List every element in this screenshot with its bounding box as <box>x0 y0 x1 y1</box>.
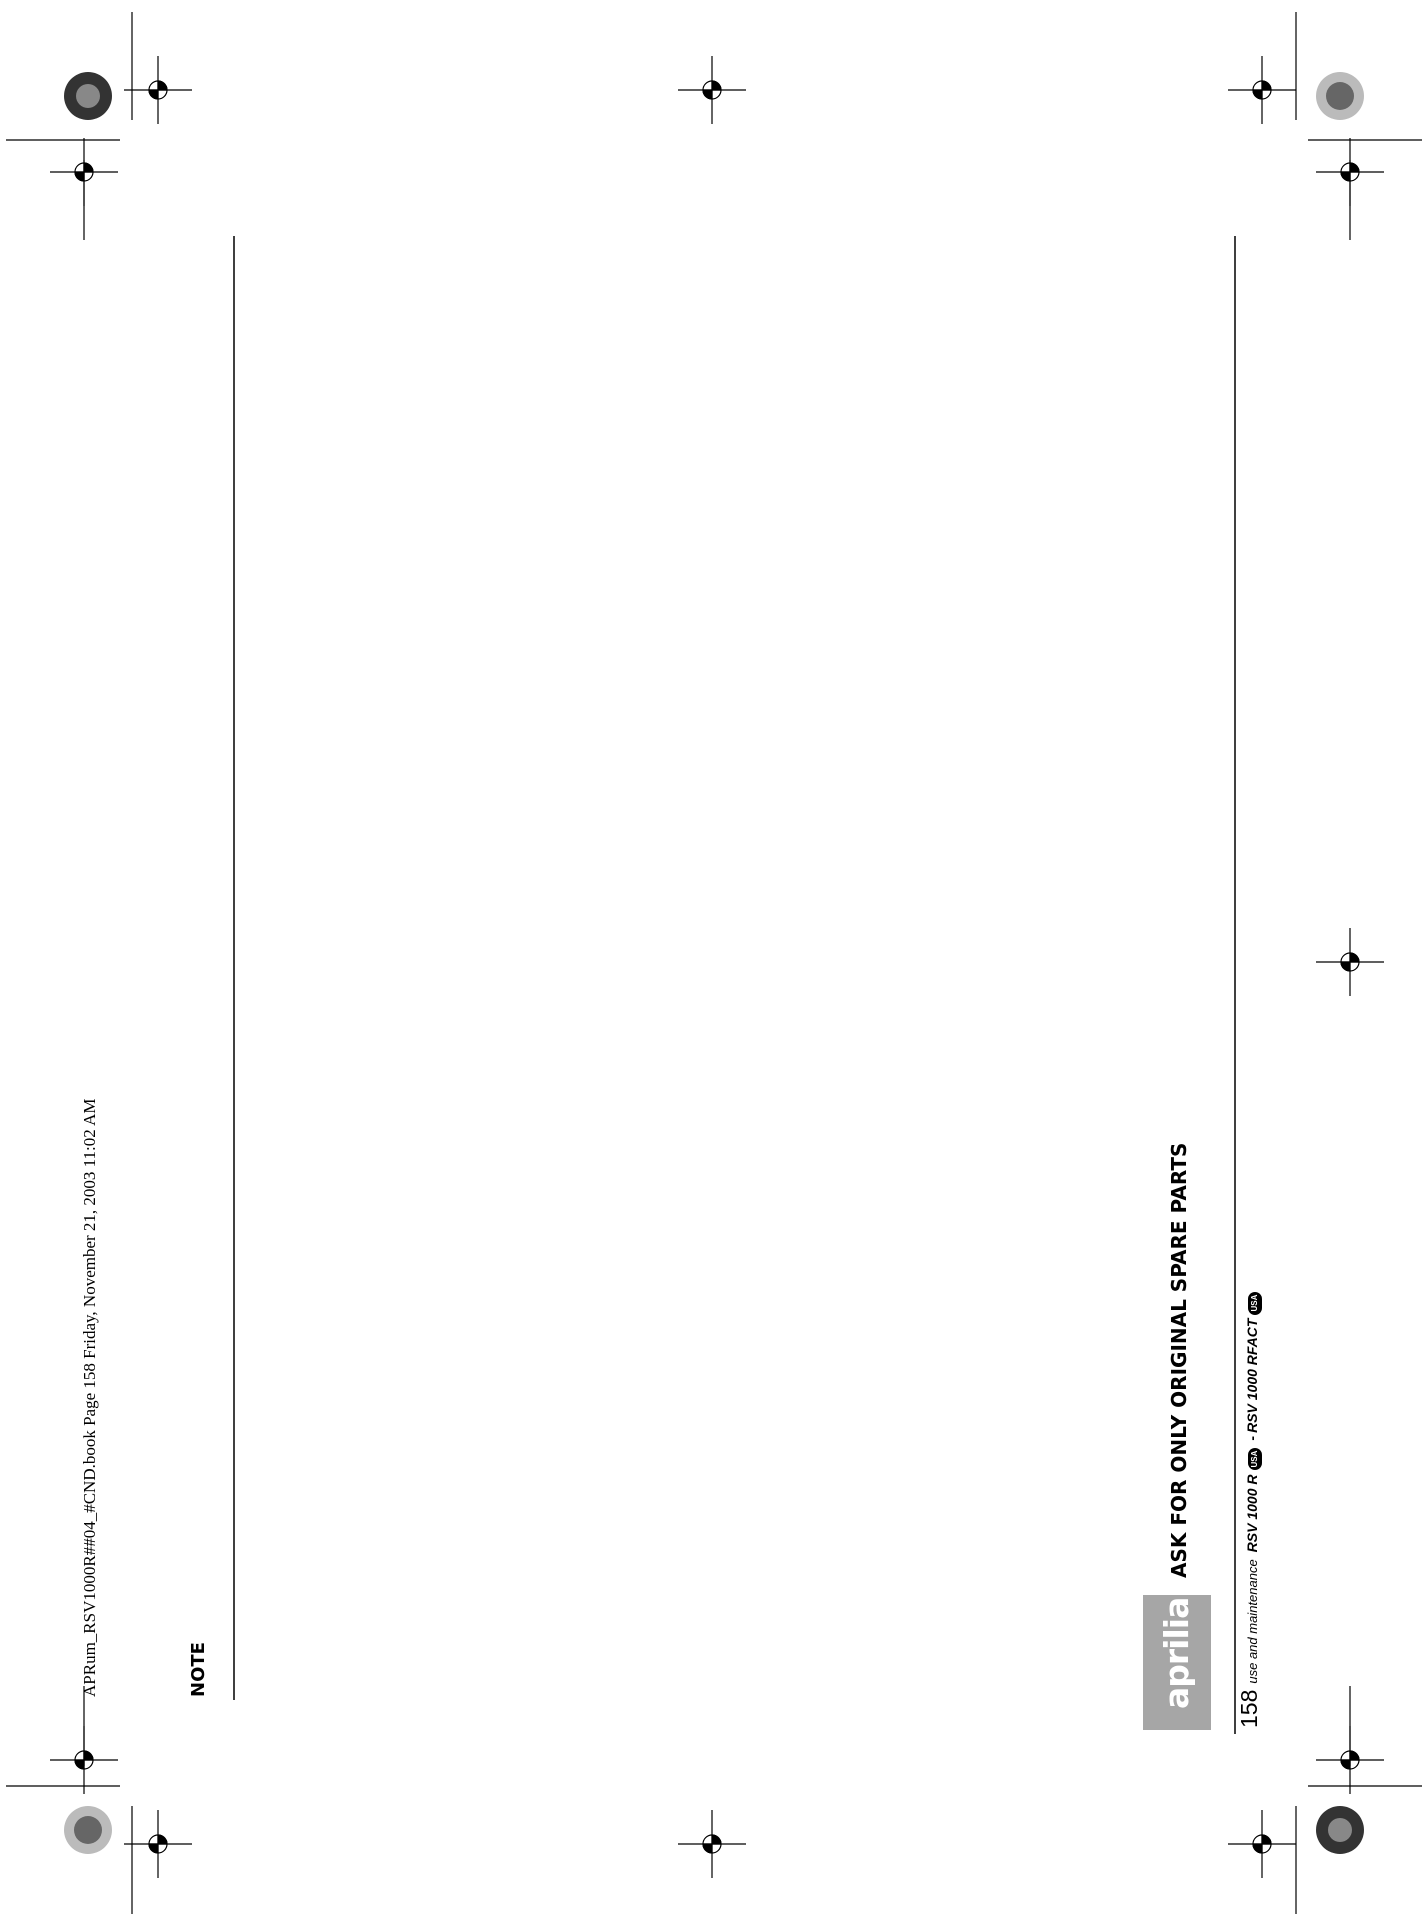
footer-description: use and maintenance <box>1245 1559 1260 1684</box>
registration-mark-icon <box>124 56 192 124</box>
registration-mark-icon <box>1316 138 1384 206</box>
registration-mark-icon <box>1316 928 1384 996</box>
registration-mark-icon <box>1228 56 1296 124</box>
footer-model-name: RSV 1000 R <box>1244 1474 1260 1553</box>
registration-mark-icon <box>1316 1726 1384 1794</box>
footer-separator: - <box>1244 1435 1260 1441</box>
spare-parts-slogan: ASK FOR ONLY ORIGINAL SPARE PARTS <box>1167 1142 1191 1578</box>
page-number: 158 <box>1236 1689 1262 1728</box>
registration-mark-icon <box>50 1726 118 1794</box>
registration-mark-icon <box>678 56 746 124</box>
starburst-icon <box>64 72 1364 1854</box>
page-footer <box>1236 1288 1263 1728</box>
usa-badge-icon: USA <box>1248 1292 1262 1315</box>
footer-model-name-2: RSV 1000 RFACT <box>1244 1318 1260 1433</box>
print-header-text: APRum_RSV1000R##04_#CND.book Page 158 Friday, November 21, 2003 11:02 AM <box>80 1098 99 1697</box>
registration-mark-icon <box>1228 1810 1296 1878</box>
registration-mark-icon <box>124 1810 192 1878</box>
registration-mark-icon <box>678 1810 746 1878</box>
usa-badge-icon: USA <box>1248 1448 1262 1471</box>
note-heading: NOTE <box>188 1642 209 1697</box>
registration-mark-icon <box>50 138 118 206</box>
logo-text: aprilia <box>1157 1597 1196 1709</box>
